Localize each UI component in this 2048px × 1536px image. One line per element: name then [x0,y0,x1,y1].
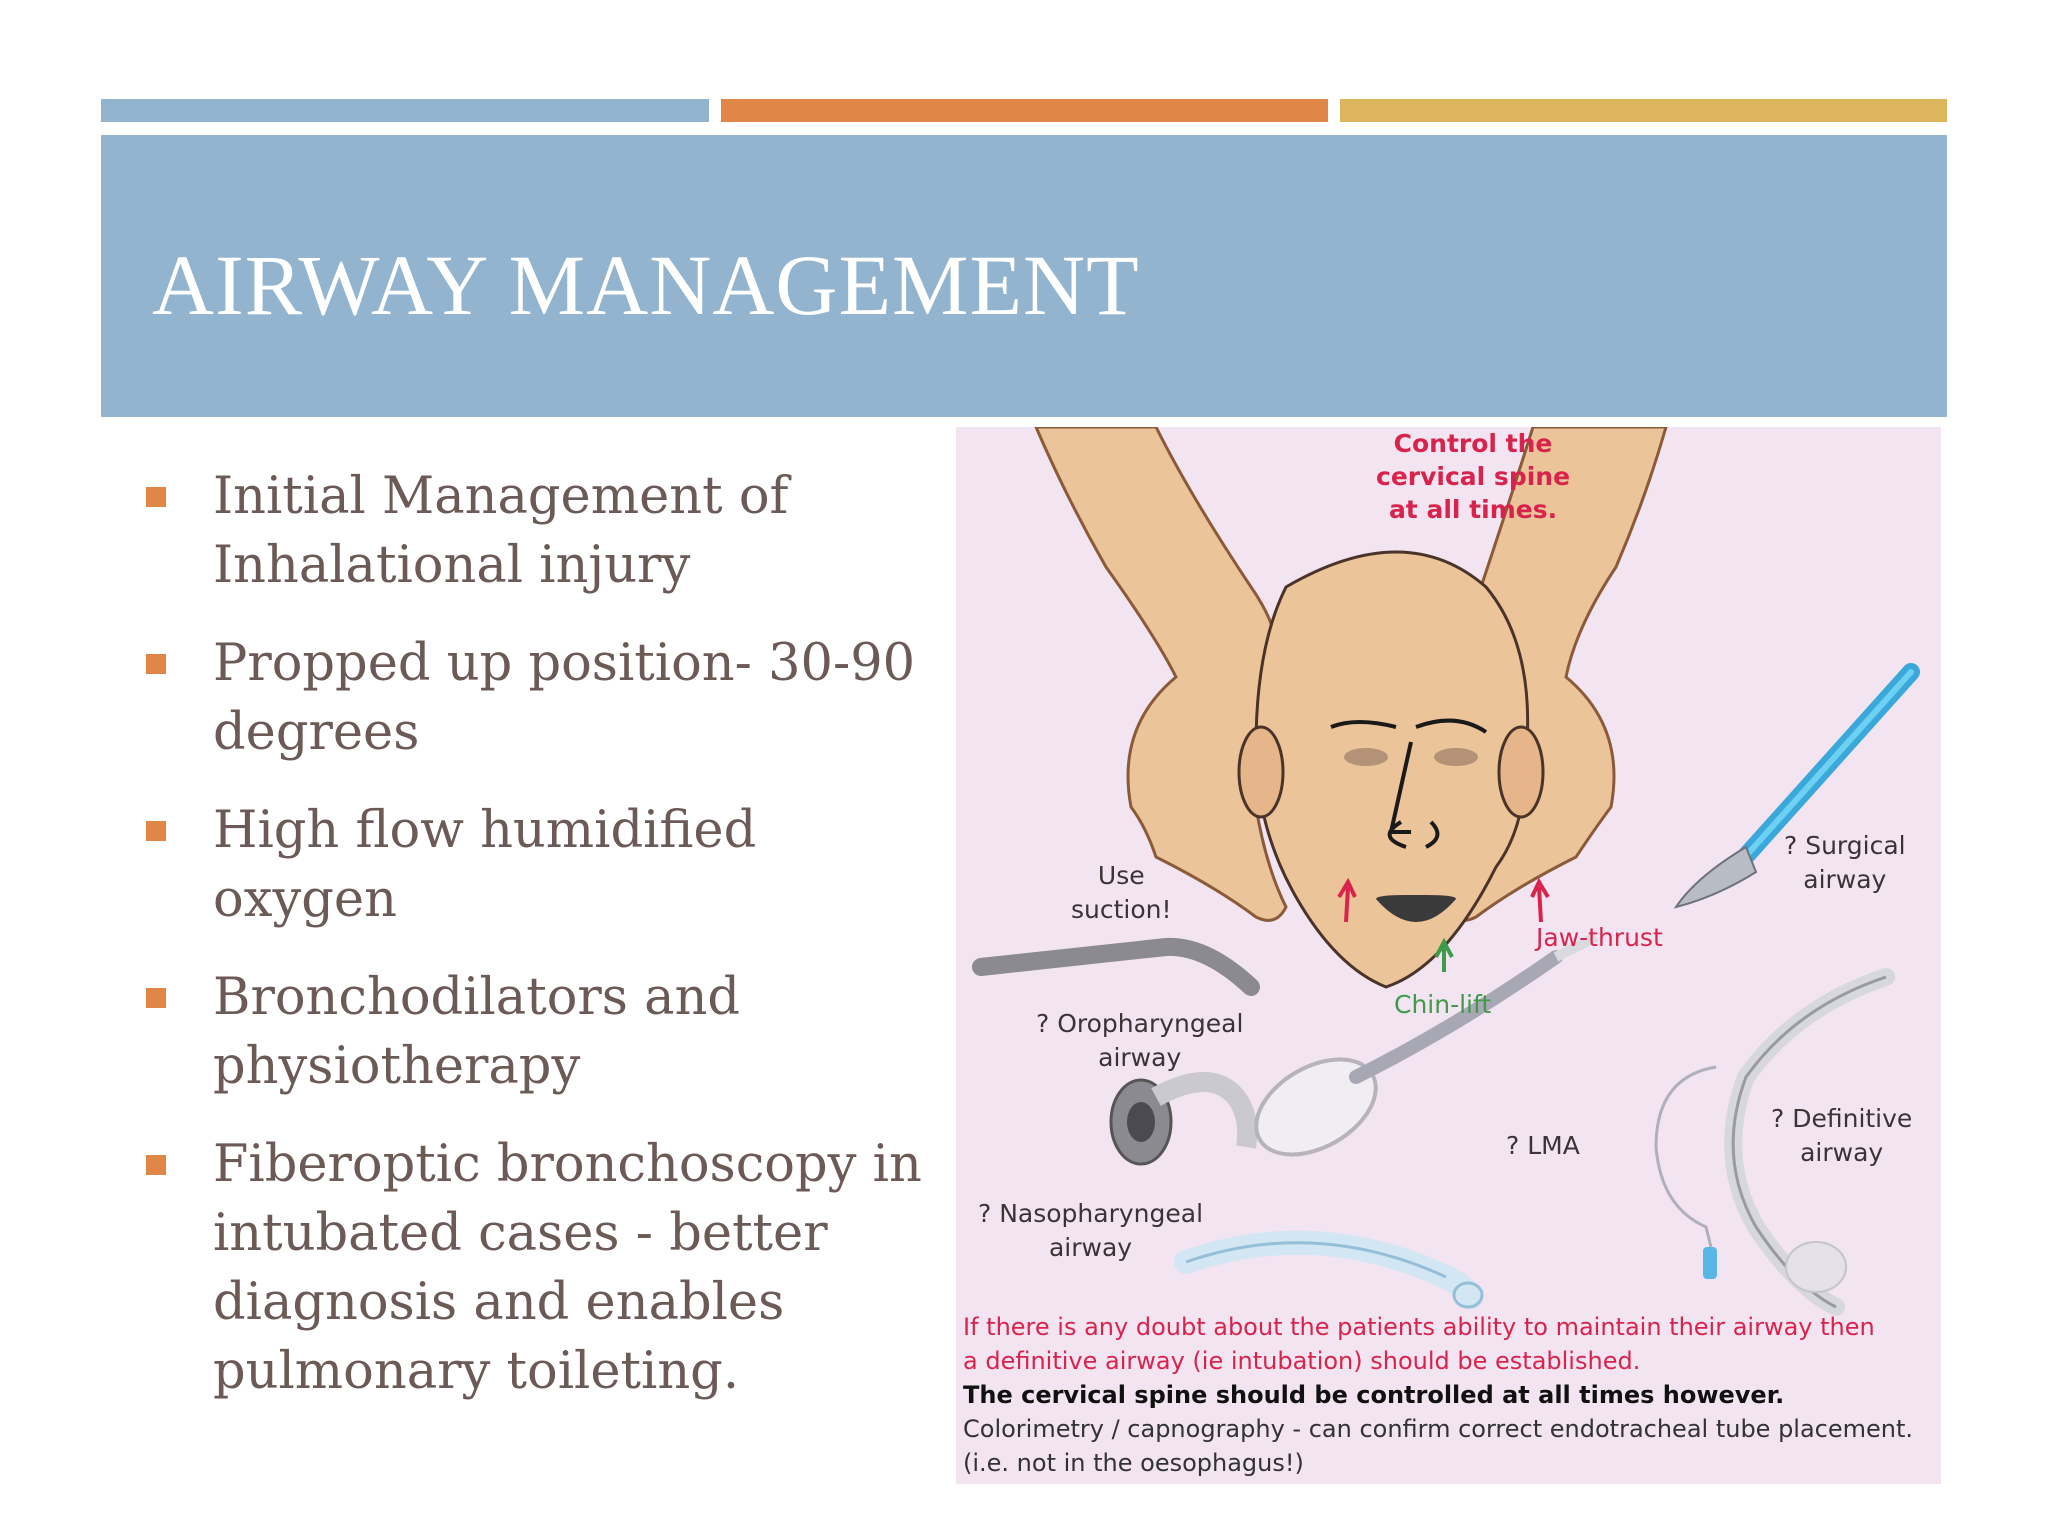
label-use-suction: Use suction! [1071,861,1172,924]
note-emphasis: The cervical spine should be controlled at all times however. [963,1381,1785,1409]
note-detail-line: (i.e. not in the oesophagus!) [963,1449,1304,1477]
accent-bar-gold [1340,99,1947,122]
slide-title: AIRWAY MANAGEMENT [152,237,1140,333]
label-nasopharyngeal-airway: ? Nasopharyngeal airway [978,1199,1204,1262]
label-chin-lift: Chin-lift [1394,990,1492,1019]
accent-bar-orange [721,99,1328,122]
label-lma: ? LMA [1506,1131,1580,1160]
bullet-item [144,629,924,767]
note-warning-line: a definitive airway (ie intubation) should be established. [963,1347,1641,1375]
lma-icon [1240,1040,1393,1174]
bullet-item [144,796,924,934]
note-warning-line: If there is any doubt about the patients ability to maintain their airway then [963,1313,1875,1341]
bullet-line: Inhalational injury [213,536,691,595]
label-definitive-airway: ? Definitive airway [1771,1104,1913,1167]
figure-note [963,1310,1938,1480]
right-ear-icon [1499,727,1543,817]
bullet-line: Fiberoptic bronchoscopy in [213,1135,922,1194]
bullet-item [144,1130,924,1406]
label-oropharyngeal-airway: ? Oropharyngeal airway [1036,1009,1244,1072]
bullet-line: pulmonary toileting. [213,1342,740,1401]
face-icon [1256,552,1528,987]
bullet-line: Propped up position- 30-90 [213,634,916,693]
title-banner [101,135,1947,417]
bullet-line: physiotherapy [213,1037,581,1096]
bullet-marker-icon [146,821,166,841]
bullet-line: intubated cases - better [213,1204,828,1263]
bullet-line: Initial Management of [213,467,789,526]
bullet-line: degrees [213,703,420,762]
bullet-item [144,462,924,600]
bullet-line: High flow humidified oxygen [213,801,757,929]
accent-bar-blue [101,99,709,122]
bullet-marker-icon [146,988,166,1008]
bullet-list [144,462,924,1435]
label-control-spine: Control the cervical spine at all times. [1376,429,1571,524]
bullet-line: diagnosis and enables [213,1273,785,1332]
left-hand-icon [1036,427,1286,920]
airway-illustration [956,427,1941,1484]
note-detail-line: Colorimetry / capnography - can confirm correct endotracheal tube placement. [963,1415,1914,1443]
bullet-marker-icon [146,1155,166,1175]
bullet-marker-icon [146,487,166,507]
bullet-item [144,963,924,1101]
left-ear-icon [1239,727,1283,817]
suction-catheter-icon [981,947,1251,987]
label-surgical-airway: ? Surgical airway [1784,831,1906,894]
label-jaw-thrust: Jaw-thrust [1536,923,1663,952]
bullet-marker-icon [146,654,166,674]
bullet-line: Bronchodilators and [213,968,741,1027]
